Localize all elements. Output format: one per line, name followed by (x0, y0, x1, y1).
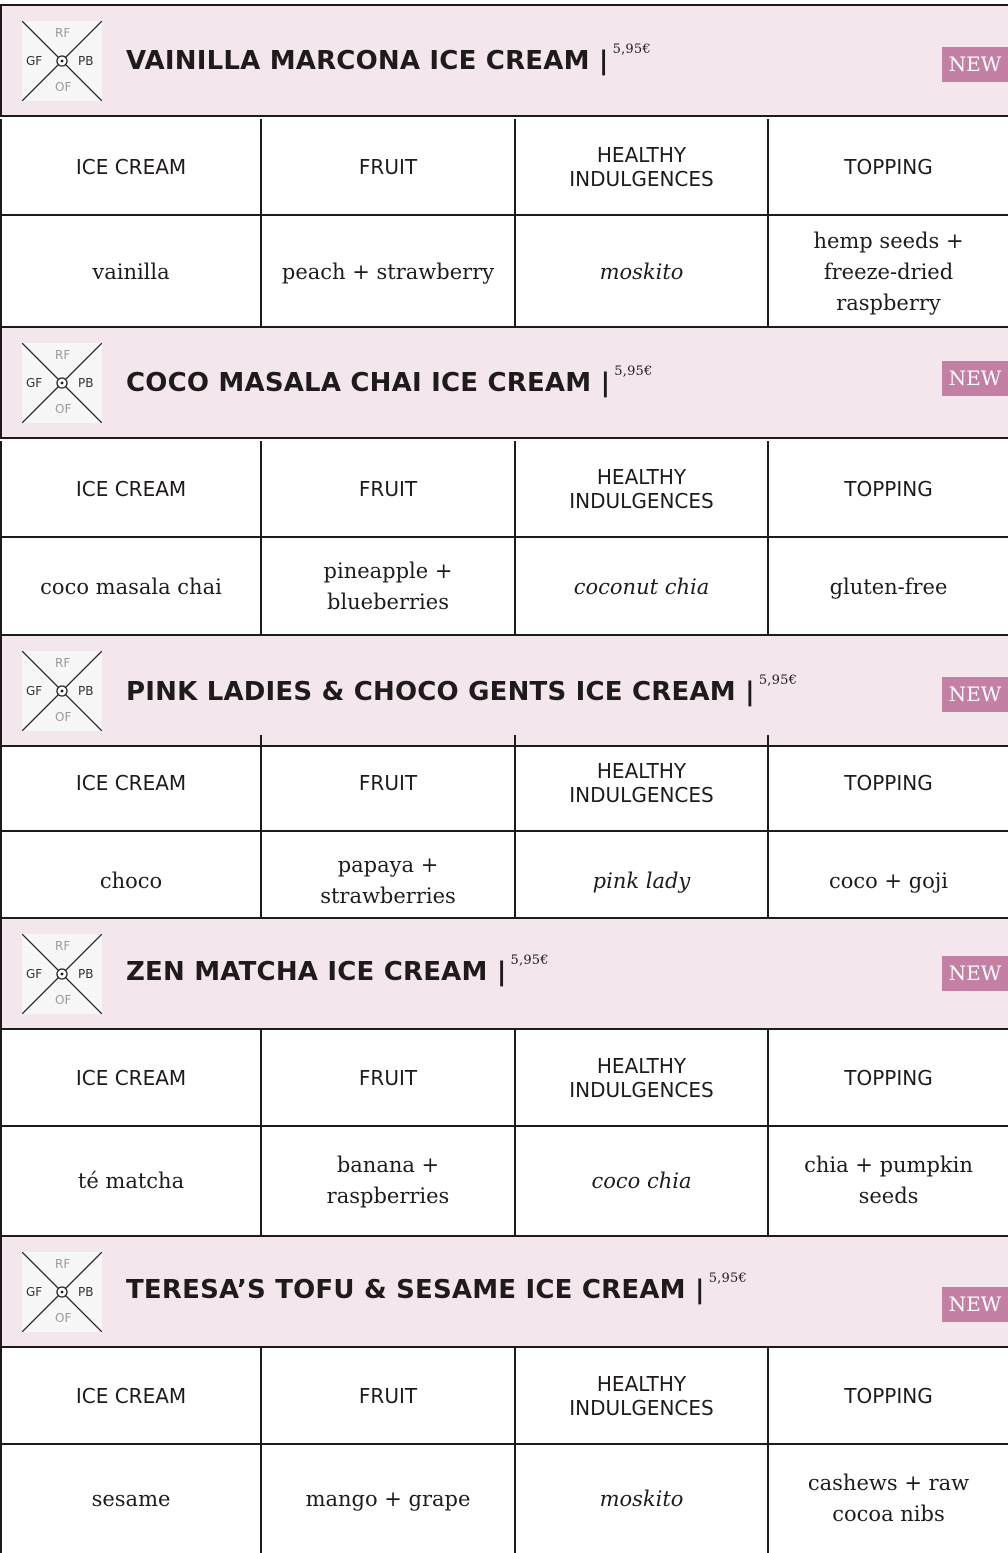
column-header-row (0, 735, 1008, 832)
item-name: PINK LADIES & CHOCO GENTS ICE CREAM | (126, 677, 755, 707)
column-header-topping: TOPPING (844, 154, 933, 179)
column-header-topping: TOPPING (844, 1383, 933, 1408)
topping-value: cashews + raw cocoa nibs (807, 1471, 970, 1526)
badge-pb: PB (78, 376, 94, 390)
ice-cream-value: choco (2, 832, 262, 930)
column-header-row (0, 119, 1008, 216)
item-details-row (0, 538, 1008, 636)
badge-pb: PB (78, 967, 94, 981)
badge-of: OF (55, 80, 72, 94)
new-tag: NEW (942, 47, 1008, 82)
badge-rf: RF (55, 939, 71, 953)
ice-cream-value: coco masala chai (2, 538, 262, 636)
healthy-indulgence-value: coconut chia (516, 538, 769, 636)
fruit-value: mango + grape (262, 1445, 516, 1553)
badge-of: OF (55, 402, 72, 416)
badge-pb: PB (78, 684, 94, 698)
column-header-fruit: FRUIT (262, 1030, 516, 1125)
badge-of: OF (55, 993, 72, 1007)
item-price: 5,95€ (612, 42, 651, 57)
item-title (126, 673, 798, 707)
badge-pb: PB (78, 54, 94, 68)
item-name: COCO MASALA CHAI ICE CREAM | (126, 368, 611, 398)
badge-gf: GF (26, 54, 43, 68)
column-header-ice-cream: ICE CREAM (2, 735, 262, 830)
new-tag: NEW (942, 361, 1008, 396)
fruit-value: pineapple + blueberries (262, 538, 516, 636)
column-header-topping: TOPPING (844, 476, 933, 501)
item-price: 5,95€ (708, 1271, 747, 1286)
item-name: TERESA’S TOFU & SESAME ICE CREAM | (126, 1275, 705, 1305)
column-header-fruit: FRUIT (262, 1348, 516, 1443)
item-name: ZEN MATCHA ICE CREAM | (126, 957, 507, 987)
topping-value: gluten-free (829, 574, 948, 599)
column-header-healthy-indulgences: HEALTHY INDULGENCES (516, 119, 769, 214)
column-header-healthy-indulgences: HEALTHY INDULGENCES (516, 1030, 769, 1125)
ice-cream-value: vainilla (2, 216, 262, 328)
ice-cream-value: té matcha (2, 1127, 262, 1235)
item-header (0, 917, 1008, 1030)
item-header (0, 4, 1008, 117)
diet-badge-icon (22, 21, 102, 101)
diet-badge-icon (22, 651, 102, 731)
column-header-fruit: FRUIT (262, 735, 516, 830)
new-tag: NEW (942, 956, 1008, 991)
item-details-row (0, 216, 1008, 328)
badge-gf: GF (26, 376, 43, 390)
item-header (0, 634, 1008, 747)
healthy-indulgence-value: moskito (516, 1445, 769, 1553)
ice-cream-value: sesame (2, 1445, 262, 1553)
column-header-row (0, 1348, 1008, 1445)
topping-value: hemp seeds + freeze-dried raspberry (813, 228, 964, 315)
badge-gf: GF (26, 1285, 43, 1299)
column-header-healthy-indulgences: HEALTHY INDULGENCES (516, 735, 769, 830)
badge-gf: GF (26, 684, 43, 698)
fruit-value: peach + strawberry (262, 216, 516, 328)
diet-badge-icon (22, 343, 102, 423)
column-header-ice-cream: ICE CREAM (2, 1348, 262, 1443)
badge-pb: PB (78, 1285, 94, 1299)
column-header-topping: TOPPING (844, 1065, 933, 1090)
diet-badge-icon (22, 934, 102, 1014)
column-header-row (0, 1030, 1008, 1127)
badge-of: OF (55, 1311, 72, 1325)
fruit-value: banana + raspberries (262, 1127, 516, 1235)
item-title (126, 364, 653, 398)
badge-gf: GF (26, 967, 43, 981)
column-header-ice-cream: ICE CREAM (2, 1030, 262, 1125)
item-header (0, 1235, 1008, 1348)
column-header-healthy-indulgences: HEALTHY INDULGENCES (516, 441, 769, 536)
column-header-ice-cream: ICE CREAM (2, 119, 262, 214)
column-header-row (0, 441, 1008, 538)
healthy-indulgence-value: coco chia (516, 1127, 769, 1235)
column-header-fruit: FRUIT (262, 119, 516, 214)
healthy-indulgence-value: pink lady (516, 832, 769, 930)
column-header-topping: TOPPING (844, 770, 933, 795)
new-tag: NEW (942, 1287, 1008, 1322)
item-title (126, 953, 549, 987)
item-header (0, 326, 1008, 439)
item-title (126, 1271, 747, 1305)
badge-rf: RF (55, 26, 71, 40)
badge-rf: RF (55, 348, 71, 362)
column-header-healthy-indulgences: HEALTHY INDULGENCES (516, 1348, 769, 1443)
new-tag: NEW (942, 677, 1008, 712)
item-price: 5,95€ (510, 953, 549, 968)
badge-rf: RF (55, 656, 71, 670)
item-details-row (0, 832, 1008, 930)
fruit-value: papaya + strawberries (262, 832, 516, 930)
badge-of: OF (55, 710, 72, 724)
item-name: VAINILLA MARCONA ICE CREAM | (126, 46, 609, 76)
column-header-ice-cream: ICE CREAM (2, 441, 262, 536)
item-price: 5,95€ (758, 673, 798, 688)
item-price: 5,95€ (614, 364, 653, 379)
diet-badge-icon (22, 1252, 102, 1332)
column-header-fruit: FRUIT (262, 441, 516, 536)
badge-rf: RF (55, 1257, 71, 1271)
item-details-row (0, 1127, 1008, 1235)
item-details-row (0, 1445, 1008, 1553)
healthy-indulgence-value: moskito (516, 216, 769, 328)
topping-value: coco + goji (828, 868, 949, 893)
topping-value: chia + pumpkin seeds (804, 1153, 973, 1208)
item-title (126, 42, 651, 76)
